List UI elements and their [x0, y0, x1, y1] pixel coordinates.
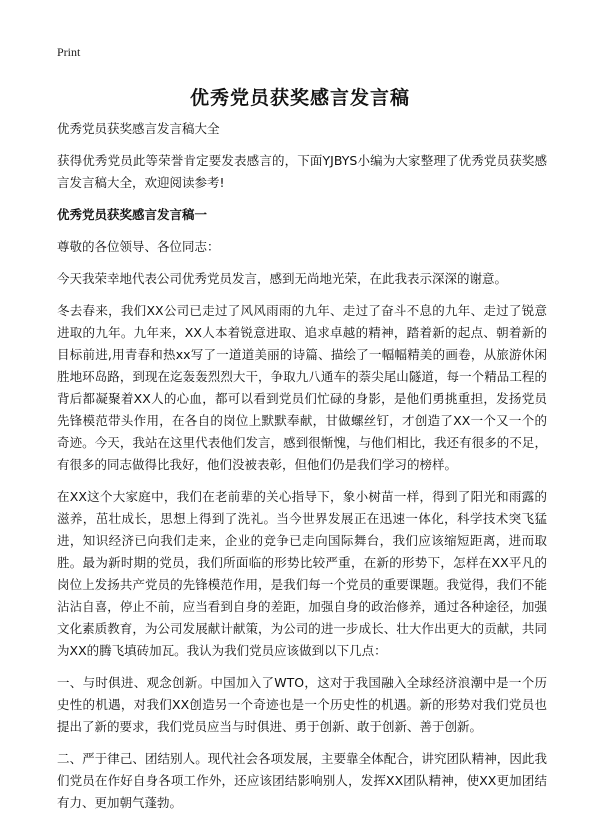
article-body — [57, 118, 547, 824]
body-paragraph: 一、与时俱进、观念创新。中国加入了WTO，这对于我国融入全球经济浪潮中是一个历史性的机遇，对我们XX创造另一个奇迹也是一个历史性的机遇。新的形势对我们党员也提出了新的要求，我们党员应当与时俱进、勇于创新、敢于创新、善于创新。 — [57, 675, 547, 734]
body-paragraph: 在XX这个大家庭中，我们在老前辈的关心指导下，象小树苗一样，得到了阳光和雨露的滋养，茁壮成长，思想上得到了洗礼。当今世界发展正在迅速一体化，科学技术突飞猛进，知识经济已向我们走来，企业的竞争已走向国际舞台，我们应该缩短距离，进而取胜。最为新时期的党员，我们所面临的形势比较严重，在新的形势下，怎样在XX平凡的岗位上发扬共产党员的先锋模范作用，是我们每一个党员的重要课题。我觉得，我们不能沾沾自喜，停止不前，应当看到自身的差距，加强自身的政治修养，通过各种途径，加强文化素质教育，为公司发展献计献策，为公司的进一步成长、壮大作出更大的贡献，共同为XX的腾飞填砖加瓦。我认为我们党员应该做到以下几点： — [57, 489, 547, 658]
body-paragraph: 冬去春来，我们XX公司已走过了风风雨雨的九年、走过了奋斗不息的九年、走过了锐意进取的九年。九年来，XX人本着锐意进取、追求卓越的精神，踏着新的起点、朝着新的目标前进,用青春和热xx写了一道道美丽的诗篇、描绘了一幅幅精美的画卷，从旅游休闲胜地环岛路，到现在迄轰轰烈烈大干，争取九八通车的萘尖尾山隧道，每一个精品工程的背后都凝聚着XX人的心血，都可以看到党员们忙碌的身影，是他们勇挑重担，发扬党员先锋模范带头作用，在各自的岗位上默默奉献，甘做螺丝钉，才创造了XX一个又一个的奇迹。今天，我站在这里代表他们发言，感到很惭愧，与他们相比，我还有很多的不足，有很多的同志做得比我好，他们没被表彰，但他们仍是我们学习的榜样。 — [57, 303, 547, 472]
article-subtitle: 优秀党员获奖感言发言稿大全 — [57, 121, 220, 136]
print-link[interactable]: Print — [57, 45, 81, 59]
page-title: 优秀党员获奖感言发言稿 — [189, 87, 410, 109]
body-paragraph: 二、严于律己、团结别人。现代社会各项发展，主要靠全体配合，讲究团队精神，因此我们党员在作好自身各项工作外，还应该团结影响别人，发挥XX团队精神，使XX更加团结有力、更加朝气蓬勃。 — [57, 751, 547, 810]
salutation-paragraph: 尊敬的各位领导、各位同志： — [57, 239, 220, 254]
intro-paragraph: 获得优秀党员此等荣誉肯定要发表感言的，下面YJBYS小编为大家整理了优秀党员获奖感言发言稿大全，欢迎阅读参考! — [57, 153, 547, 190]
body-paragraph: 今天我荣幸地代表公司优秀党员发言，感到无尚地光荣，在此我表示深深的谢意。 — [57, 271, 508, 286]
section-heading: 优秀党员获奖感言发言稿一 — [57, 207, 208, 222]
